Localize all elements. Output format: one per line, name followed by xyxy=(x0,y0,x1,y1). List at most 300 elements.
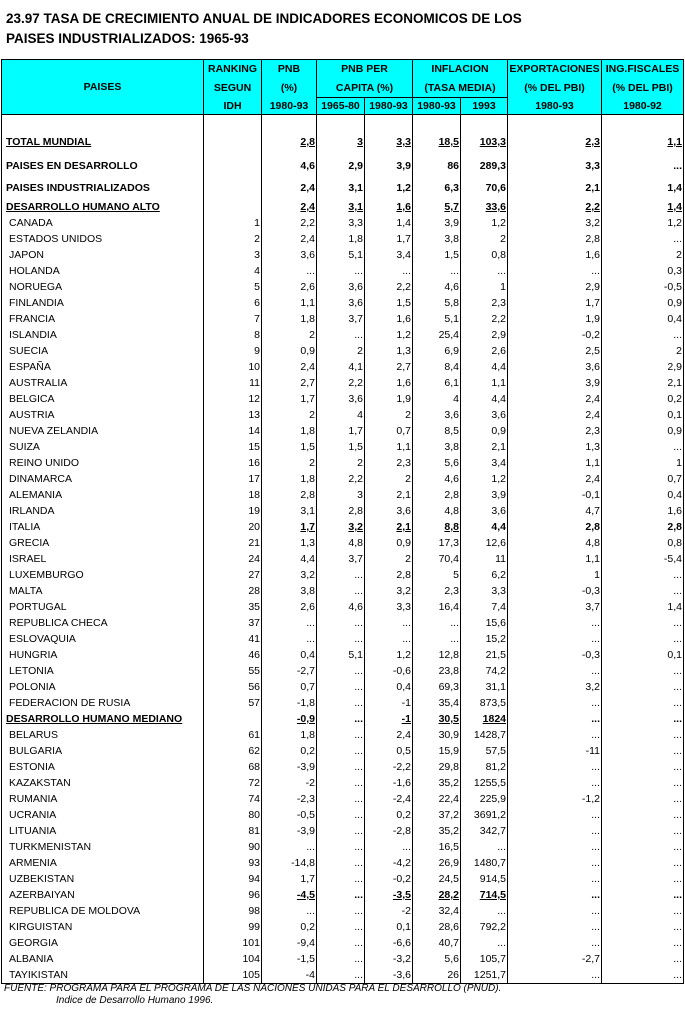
cell-inflacion-8093-text: 8,8 xyxy=(444,521,459,533)
table-row xyxy=(2,647,684,663)
cell-pnb-text: -0,9 xyxy=(296,713,315,725)
cell-country xyxy=(2,567,204,583)
cell-ing-fiscales xyxy=(602,471,684,487)
cell-rank-text: 61 xyxy=(248,729,260,741)
cell-rank xyxy=(204,791,262,807)
cell-inflacion-8093 xyxy=(413,631,461,647)
cell-pnb-pc-8093-text: 0,5 xyxy=(396,745,411,757)
cell-inflacion-8093 xyxy=(413,295,461,311)
cell-rank-text: 68 xyxy=(248,761,260,773)
cell-ing-fiscales-text: 0,4 xyxy=(667,489,683,501)
cell-inflacion-8093 xyxy=(413,311,461,327)
cell-rank-text: 57 xyxy=(248,697,260,709)
cell-country-text: HOLANDA xyxy=(9,265,60,277)
table-row xyxy=(2,839,684,855)
cell-ing-fiscales-text: ... xyxy=(673,809,683,821)
cell-ing-fiscales xyxy=(602,343,684,359)
cell-inflacion-1993 xyxy=(461,903,508,919)
table-row xyxy=(2,919,684,935)
cell-pnb-pc-8093 xyxy=(365,295,413,311)
cell-pnb-pc-6580-text: ... xyxy=(354,793,363,805)
cell-pnb-pc-6580-text: 2,8 xyxy=(348,505,363,517)
cell-inflacion-1993 xyxy=(461,791,508,807)
cell-inflacion-1993-text: 2,9 xyxy=(491,329,507,341)
cell-exportaciones xyxy=(508,583,602,599)
cell-exportaciones xyxy=(508,327,602,343)
cell-inflacion-8093 xyxy=(413,154,461,178)
cell-rank-text: 17 xyxy=(248,473,260,485)
cell-pnb-pc-6580 xyxy=(317,295,365,311)
cell-pnb xyxy=(262,178,317,199)
table-row xyxy=(2,583,684,599)
cell-country xyxy=(2,807,204,823)
cell-rank-text: 14 xyxy=(248,425,260,437)
cell-pnb-pc-8093-text: 1,1 xyxy=(396,441,411,453)
cell-inflacion-1993 xyxy=(461,423,508,439)
cell-pnb-pc-8093 xyxy=(365,887,413,903)
cell-rank-text: 1 xyxy=(254,217,260,229)
table-row xyxy=(2,903,684,919)
cell-pnb-pc-8093 xyxy=(365,279,413,295)
cell-rank-text: 21 xyxy=(248,537,260,549)
cell-ing-fiscales xyxy=(602,439,684,455)
header-pnb-pc-6580: 1965-80 xyxy=(317,98,365,115)
cell-pnb-text: ... xyxy=(306,265,315,277)
cell-pnb-pc-8093 xyxy=(365,263,413,279)
cell-inflacion-1993-text: 1,2 xyxy=(491,473,507,485)
cell-pnb-pc-8093-text: -0,2 xyxy=(392,873,411,885)
cell-pnb xyxy=(262,391,317,407)
table-row xyxy=(2,327,684,343)
cell-country-text: DINAMARCA xyxy=(9,473,73,485)
cell-rank xyxy=(204,951,262,967)
cell-inflacion-1993-text: 6,2 xyxy=(491,569,507,581)
cell-country xyxy=(2,375,204,391)
cell-pnb-text: -3,9 xyxy=(296,825,315,837)
cell-inflacion-1993-text: ... xyxy=(497,265,507,277)
cell-inflacion-1993-text: 342,7 xyxy=(479,825,507,837)
cell-inflacion-1993-text: 0,8 xyxy=(491,249,507,261)
cell-rank xyxy=(204,823,262,839)
cell-pnb xyxy=(262,583,317,599)
cell-pnb-pc-6580-text: ... xyxy=(354,761,363,773)
cell-pnb-pc-8093 xyxy=(365,519,413,535)
table-row xyxy=(2,471,684,487)
table-row xyxy=(2,727,684,743)
cell-rank xyxy=(204,519,262,535)
cell-exportaciones xyxy=(508,567,602,583)
cell-inflacion-8093-text: 29,8 xyxy=(438,761,459,773)
cell-inflacion-1993 xyxy=(461,343,508,359)
cell-rank xyxy=(204,743,262,759)
cell-pnb-pc-8093 xyxy=(365,199,413,215)
cell-pnb-text: 2,4 xyxy=(300,201,315,213)
cell-pnb-pc-8093 xyxy=(365,311,413,327)
cell-exportaciones-text: ... xyxy=(591,841,601,853)
cell-country xyxy=(2,279,204,295)
cell-ing-fiscales xyxy=(602,295,684,311)
cell-ing-fiscales-text: ... xyxy=(673,713,683,725)
cell-pnb-pc-8093 xyxy=(365,154,413,178)
cell-country-text: ARMENIA xyxy=(9,857,57,869)
cell-ing-fiscales xyxy=(602,359,684,375)
cell-inflacion-1993 xyxy=(461,695,508,711)
cell-pnb-pc-6580-text: ... xyxy=(354,905,363,917)
cell-country xyxy=(2,615,204,631)
cell-rank xyxy=(204,439,262,455)
table-row xyxy=(2,711,684,727)
cell-pnb-pc-6580-text: 4 xyxy=(357,409,363,421)
cell-ing-fiscales-text: ... xyxy=(673,681,683,693)
cell-pnb-pc-8093-text: 0,7 xyxy=(396,425,411,437)
cell-exportaciones xyxy=(508,935,602,951)
cell-pnb-pc-8093 xyxy=(365,567,413,583)
cell-rank-text: 9 xyxy=(254,345,260,357)
cell-country xyxy=(2,647,204,663)
cell-pnb-pc-8093-text: 1,2 xyxy=(396,182,411,194)
cell-pnb-pc-8093-text: ... xyxy=(402,841,411,853)
cell-inflacion-8093-text: 23,8 xyxy=(438,665,459,677)
cell-pnb-pc-8093-text: ... xyxy=(402,617,411,629)
table-row xyxy=(2,759,684,775)
cell-pnb-pc-8093-text: 2 xyxy=(405,409,411,421)
cell-inflacion-1993 xyxy=(461,951,508,967)
cell-inflacion-1993 xyxy=(461,535,508,551)
cell-pnb-pc-8093-text: 2,3 xyxy=(396,457,411,469)
cell-country xyxy=(2,487,204,503)
cell-country-text: ESPAÑA xyxy=(9,361,51,373)
cell-pnb-text: 0,7 xyxy=(300,681,315,693)
header-pnb-pc-1: PNB PER xyxy=(317,60,413,79)
cell-inflacion-1993-text: 15,2 xyxy=(485,633,507,645)
cell-inflacion-8093-text: 6,1 xyxy=(444,377,459,389)
cell-pnb-pc-6580-text: ... xyxy=(354,921,363,933)
cell-ing-fiscales xyxy=(602,455,684,471)
cell-inflacion-8093-text: 3,9 xyxy=(444,217,459,229)
cell-pnb xyxy=(262,839,317,855)
cell-pnb-pc-8093 xyxy=(365,583,413,599)
cell-rank xyxy=(204,131,262,154)
cell-exportaciones-text: ... xyxy=(591,889,601,901)
table-row xyxy=(2,695,684,711)
table-row xyxy=(2,423,684,439)
cell-pnb-pc-8093-text: 3,3 xyxy=(396,136,411,148)
cell-inflacion-8093 xyxy=(413,903,461,919)
cell-pnb-pc-8093-text: 3,2 xyxy=(396,585,411,597)
cell-country xyxy=(2,551,204,567)
cell-inflacion-8093-text: 28,6 xyxy=(438,921,459,933)
cell-country-text: ESLOVAQUIA xyxy=(9,633,76,645)
cell-inflacion-1993 xyxy=(461,231,508,247)
header-pnb-pc-2: CAPITA (%) xyxy=(317,79,413,98)
cell-country-text: AUSTRALIA xyxy=(9,377,68,389)
cell-inflacion-1993-text: 0,9 xyxy=(491,425,507,437)
cell-rank xyxy=(204,295,262,311)
cell-pnb-pc-8093 xyxy=(365,679,413,695)
cell-rank-text: 6 xyxy=(254,297,260,309)
table-row xyxy=(2,154,684,178)
cell-inflacion-1993-text: 3,6 xyxy=(491,409,507,421)
cell-inflacion-8093-text: 6,9 xyxy=(444,345,459,357)
cell-country-text: ISLANDIA xyxy=(9,329,57,341)
cell-rank-text: 56 xyxy=(248,681,260,693)
cell-country xyxy=(2,903,204,919)
cell-pnb xyxy=(262,154,317,178)
cell-inflacion-8093 xyxy=(413,215,461,231)
cell-exportaciones-text: 1,1 xyxy=(585,457,601,469)
cell-pnb-pc-6580-text: ... xyxy=(354,873,363,885)
cell-pnb-pc-6580 xyxy=(317,759,365,775)
cell-rank xyxy=(204,583,262,599)
cell-pnb-pc-8093-text: 0,9 xyxy=(396,537,411,549)
cell-rank-text: 12 xyxy=(248,393,260,405)
cell-inflacion-8093-text: 30,5 xyxy=(438,713,459,725)
cell-pnb-pc-6580-text: 3 xyxy=(357,489,363,501)
cell-pnb-text: 2,4 xyxy=(300,182,315,194)
cell-exportaciones xyxy=(508,855,602,871)
cell-rank xyxy=(204,935,262,951)
cell-ing-fiscales xyxy=(602,903,684,919)
cell-rank xyxy=(204,487,262,503)
cell-rank-text: 19 xyxy=(248,505,260,517)
cell-inflacion-1993 xyxy=(461,967,508,984)
cell-pnb-pc-8093 xyxy=(365,791,413,807)
cell-rank xyxy=(204,247,262,263)
cell-exportaciones xyxy=(508,951,602,967)
cell-pnb-text: 1,7 xyxy=(300,873,315,885)
cell-pnb-pc-8093-text: 3,9 xyxy=(396,160,411,172)
cell-pnb xyxy=(262,743,317,759)
cell-inflacion-8093 xyxy=(413,343,461,359)
cell-pnb-text: 1,8 xyxy=(300,425,315,437)
cell-country xyxy=(2,695,204,711)
cell-pnb xyxy=(262,199,317,215)
cell-pnb-pc-8093 xyxy=(365,823,413,839)
cell-inflacion-8093 xyxy=(413,935,461,951)
cell-country xyxy=(2,295,204,311)
cell-rank-text: 2 xyxy=(254,233,260,245)
cell-rank xyxy=(204,231,262,247)
cell-country xyxy=(2,631,204,647)
cell-rank xyxy=(204,631,262,647)
cell-pnb-pc-8093-text: -2 xyxy=(401,905,411,917)
cell-exportaciones-text: ... xyxy=(591,873,601,885)
cell-inflacion-8093 xyxy=(413,327,461,343)
cell-ing-fiscales-text: ... xyxy=(673,633,683,645)
cell-ing-fiscales-text: ... xyxy=(673,441,683,453)
cell-rank xyxy=(204,343,262,359)
cell-ing-fiscales xyxy=(602,775,684,791)
cell-inflacion-1993 xyxy=(461,839,508,855)
cell-pnb-pc-8093-text: 2,1 xyxy=(396,521,411,533)
cell-pnb-pc-6580 xyxy=(317,647,365,663)
cell-country-text: FINLANDIA xyxy=(9,297,64,309)
cell-inflacion-1993 xyxy=(461,178,508,199)
cell-rank-text: 62 xyxy=(248,745,260,757)
cell-rank xyxy=(204,967,262,984)
table-row xyxy=(2,951,684,967)
title-line-2: PAISES INDUSTRIALIZADOS: 1965-93 xyxy=(6,31,249,46)
cell-exportaciones xyxy=(508,439,602,455)
cell-exportaciones xyxy=(508,711,602,727)
cell-pnb-pc-8093 xyxy=(365,247,413,263)
cell-exportaciones-text: -0,1 xyxy=(581,489,601,501)
cell-pnb-text: 3,8 xyxy=(300,585,315,597)
cell-pnb-pc-8093-text: -6,6 xyxy=(392,937,411,949)
cell-pnb-pc-8093 xyxy=(365,711,413,727)
cell-pnb xyxy=(262,343,317,359)
cell-inflacion-8093 xyxy=(413,663,461,679)
cell-pnb xyxy=(262,615,317,631)
cell-inflacion-8093 xyxy=(413,359,461,375)
cell-country xyxy=(2,711,204,727)
cell-pnb-pc-8093 xyxy=(365,743,413,759)
cell-ing-fiscales xyxy=(602,263,684,279)
cell-inflacion-1993-text: 74,2 xyxy=(485,665,507,677)
cell-inflacion-1993-text: 3,6 xyxy=(491,505,507,517)
cell-country-text: AUSTRIA xyxy=(9,409,55,421)
cell-ing-fiscales xyxy=(602,583,684,599)
cell-rank-text: 101 xyxy=(242,937,260,949)
cell-ing-fiscales-text: -5,4 xyxy=(663,553,683,565)
cell-inflacion-1993 xyxy=(461,215,508,231)
cell-pnb xyxy=(262,247,317,263)
cell-pnb-pc-6580 xyxy=(317,439,365,455)
cell-pnb-pc-6580 xyxy=(317,695,365,711)
cell-inflacion-1993 xyxy=(461,455,508,471)
cell-pnb-pc-6580-text: ... xyxy=(354,841,363,853)
cell-pnb xyxy=(262,263,317,279)
cell-country-text: ESTONIA xyxy=(9,761,55,773)
cell-country xyxy=(2,391,204,407)
cell-pnb-pc-8093-text: 1,6 xyxy=(396,313,411,325)
cell-exportaciones xyxy=(508,695,602,711)
cell-ing-fiscales-text: ... xyxy=(673,905,683,917)
cell-inflacion-1993-text: 2,1 xyxy=(491,441,507,453)
cell-country-text: IRLANDA xyxy=(9,505,55,517)
cell-exportaciones xyxy=(508,631,602,647)
cell-rank-text: 46 xyxy=(248,649,260,661)
cell-pnb xyxy=(262,935,317,951)
cell-inflacion-8093-text: ... xyxy=(450,265,459,277)
cell-exportaciones xyxy=(508,647,602,663)
cell-pnb-pc-6580 xyxy=(317,407,365,423)
cell-inflacion-8093-text: 70,4 xyxy=(438,553,459,565)
cell-pnb-pc-6580-text: 1,5 xyxy=(348,441,363,453)
table-row xyxy=(2,535,684,551)
cell-country xyxy=(2,215,204,231)
cell-pnb xyxy=(262,727,317,743)
cell-exportaciones-text: 1,3 xyxy=(585,441,601,453)
cell-ing-fiscales-text: ... xyxy=(673,233,683,245)
table-row xyxy=(2,503,684,519)
cell-inflacion-1993-text: ... xyxy=(497,841,507,853)
header-ing-fiscales-2: (% DEL PBI) xyxy=(602,79,684,98)
table-row xyxy=(2,519,684,535)
cell-exportaciones xyxy=(508,375,602,391)
cell-pnb-pc-6580 xyxy=(317,359,365,375)
header-paises: PAISES xyxy=(2,60,204,115)
cell-pnb-text: -14,8 xyxy=(291,857,315,869)
cell-ing-fiscales xyxy=(602,154,684,178)
cell-country xyxy=(2,823,204,839)
cell-inflacion-1993-text: 289,3 xyxy=(479,160,507,172)
cell-pnb-pc-6580 xyxy=(317,199,365,215)
cell-exportaciones xyxy=(508,823,602,839)
cell-pnb-text: ... xyxy=(306,633,315,645)
cell-country xyxy=(2,871,204,887)
cell-country-text: REPUBLICA CHECA xyxy=(9,617,108,629)
cell-exportaciones-text: 1 xyxy=(594,569,601,581)
cell-inflacion-1993 xyxy=(461,807,508,823)
cell-inflacion-8093-text: ... xyxy=(450,633,459,645)
cell-country-text: BELGICA xyxy=(9,393,55,405)
cell-pnb-text: ... xyxy=(306,617,315,629)
cell-inflacion-8093 xyxy=(413,375,461,391)
table-row xyxy=(2,295,684,311)
table-row xyxy=(2,807,684,823)
cell-exportaciones-text: ... xyxy=(591,921,601,933)
cell-inflacion-8093-text: 3,8 xyxy=(444,233,459,245)
cell-pnb-text: 2 xyxy=(309,457,315,469)
cell-pnb xyxy=(262,231,317,247)
cell-exportaciones-text: ... xyxy=(591,825,601,837)
cell-exportaciones-text: 2,4 xyxy=(585,393,601,405)
cell-exportaciones-text: 2,3 xyxy=(585,425,601,437)
cell-rank xyxy=(204,663,262,679)
cell-rank-text: 96 xyxy=(248,889,260,901)
cell-ing-fiscales-text: 1,4 xyxy=(667,201,683,213)
cell-rank xyxy=(204,391,262,407)
cell-exportaciones-text: 3,2 xyxy=(585,217,601,229)
cell-inflacion-8093-text: 4 xyxy=(453,393,459,405)
table-row xyxy=(2,823,684,839)
cell-pnb-pc-8093-text: 1,6 xyxy=(396,377,411,389)
cell-inflacion-8093 xyxy=(413,679,461,695)
cell-ing-fiscales-text: 2 xyxy=(676,249,683,261)
cell-pnb-pc-8093-text: -4,2 xyxy=(392,857,411,869)
cell-exportaciones-text: 3,6 xyxy=(585,361,601,373)
cell-exportaciones xyxy=(508,535,602,551)
cell-exportaciones xyxy=(508,519,602,535)
cell-pnb-pc-8093 xyxy=(365,375,413,391)
cell-exportaciones-text: -1,2 xyxy=(581,793,601,805)
source-footer xyxy=(4,983,501,1007)
cell-inflacion-1993-text: 21,5 xyxy=(485,649,507,661)
cell-pnb-pc-6580-text: ... xyxy=(354,265,363,277)
cell-rank-text: 90 xyxy=(248,841,260,853)
table-row xyxy=(2,871,684,887)
cell-pnb-pc-6580 xyxy=(317,327,365,343)
cell-pnb-pc-6580-text: ... xyxy=(354,569,363,581)
cell-pnb-text: 3,6 xyxy=(300,249,315,261)
cell-pnb-pc-6580-text: ... xyxy=(354,937,363,949)
cell-ing-fiscales-text: 1,2 xyxy=(667,217,683,229)
cell-pnb-pc-8093 xyxy=(365,343,413,359)
cell-rank-text: 80 xyxy=(248,809,260,821)
cell-exportaciones-text: ... xyxy=(591,809,601,821)
cell-country xyxy=(2,919,204,935)
cell-pnb-pc-8093 xyxy=(365,919,413,935)
cell-country xyxy=(2,343,204,359)
cell-pnb-pc-8093 xyxy=(365,935,413,951)
header-pnb-pc-8093: 1980-93 xyxy=(365,98,413,115)
cell-inflacion-1993-text: 31,1 xyxy=(485,681,507,693)
cell-ing-fiscales-text: ... xyxy=(673,569,683,581)
cell-rank xyxy=(204,567,262,583)
cell-rank-text: 20 xyxy=(248,521,260,533)
cell-inflacion-1993 xyxy=(461,359,508,375)
